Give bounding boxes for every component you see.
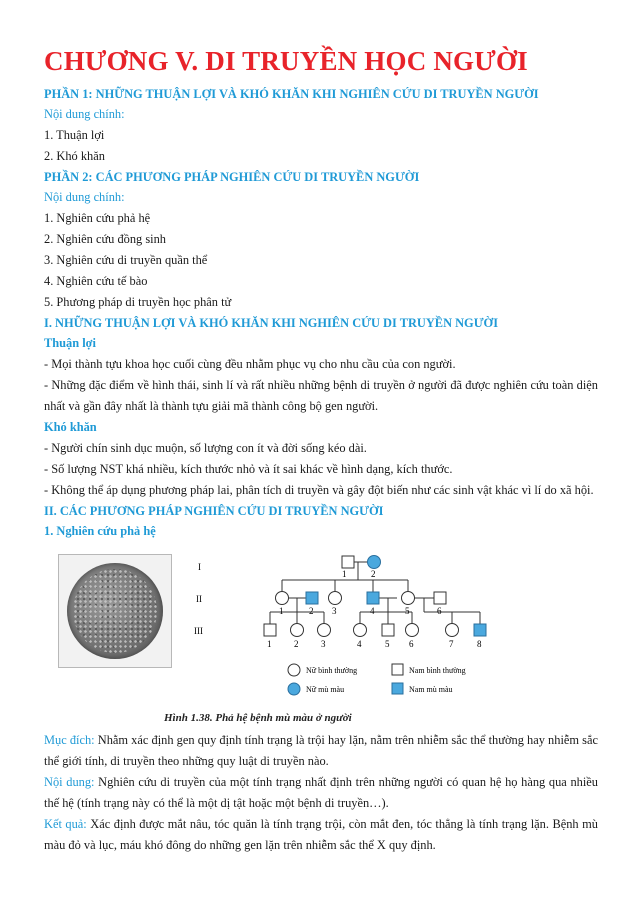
- document-page: [44, 44, 598, 856]
- female-normal-symbol: [276, 592, 289, 605]
- section1-heading: I. NHỮNG THUẬN LỢI VÀ KHÓ KHĂN KHI NGHIÊN CỨU DI TRUYỀN NGƯỜI: [44, 316, 499, 330]
- figure-caption: Hình 1.38. Phả hệ bệnh mù màu ở người: [164, 712, 352, 724]
- advantage-item: - Những đặc điểm về hình thái, sinh lí và rất nhiều những bệnh di truyền ở người đã được nghiên cứu toàn diện nhất và gần đây nhất là thành tựu giải mã thành công bộ gen người.: [44, 378, 598, 413]
- gen3-number: 5: [385, 639, 390, 649]
- legend-male-normal-icon: [392, 664, 403, 675]
- male-affected-symbol: [474, 624, 486, 636]
- gen2-number: 3: [332, 606, 337, 616]
- male-affected-symbol: [367, 592, 379, 604]
- gen2-number: 5: [405, 606, 410, 616]
- part2-item: 2. Nghiên cứu đồng sinh: [44, 232, 167, 246]
- difficulty-item: - Người chín sinh dục muộn, số lượng con ít và đời sống kéo dài.: [44, 441, 367, 455]
- part1-content-label: Nội dung chính:: [44, 107, 125, 121]
- male-normal-symbol: [342, 556, 354, 568]
- pedigree-chart: [184, 546, 504, 712]
- gen3-number: 6: [409, 639, 414, 649]
- female-normal-symbol: [402, 592, 415, 605]
- difficulties-label: Khó khăn: [44, 420, 97, 434]
- part2-item: 3. Nghiên cứu di truyền quần thể: [44, 253, 208, 267]
- female-affected-symbol: [368, 556, 381, 569]
- gen3-number: 4: [357, 639, 362, 649]
- result-paragraph: [44, 814, 598, 856]
- legend-male-affected-icon: [392, 683, 403, 694]
- part1-item: 1. Thuận lợi: [44, 128, 105, 142]
- male-affected-symbol: [306, 592, 318, 604]
- pedigree-subheading: 1. Nghiên cứu phả hệ: [44, 524, 156, 538]
- part2-item: 1. Nghiên cứu phả hệ: [44, 211, 151, 225]
- gen3-number: 3: [321, 639, 326, 649]
- female-normal-symbol: [354, 624, 367, 637]
- advantages-label: Thuận lợi: [44, 336, 96, 350]
- female-normal-symbol: [446, 624, 459, 637]
- gen-label: III: [194, 626, 203, 636]
- section2-heading: II. CÁC PHƯƠNG PHÁP NGHIÊN CỨU DI TRUYỀN NGƯỜI: [44, 504, 384, 518]
- gen3-number: 2: [294, 639, 299, 649]
- female-normal-symbol: [318, 624, 331, 637]
- purpose-label: Mục đích:: [44, 733, 95, 747]
- pedigree-figure: [44, 546, 598, 730]
- part2-heading: PHẦN 2: CÁC PHƯƠNG PHÁP NGHIÊN CỨU DI TRUYỀN NGƯỜI: [44, 170, 420, 184]
- legend-male-normal: Nam bình thường: [409, 666, 466, 675]
- part1-item: 2. Khó khăn: [44, 149, 105, 163]
- difficulty-item: - Không thể áp dụng phương pháp lai, phân tích di truyền và gây đột biến như các sinh vật khác vì lí do xã hội.: [44, 483, 594, 497]
- gen2-number: 2: [309, 606, 314, 616]
- content-text: Nghiên cứu di truyền của một tính trạng nhất định trên những người có quan hệ họ hàng qua nhiều thế hệ (tính trạng này có thể là một dị tật hoặc một bệnh di truyền…).: [44, 775, 598, 810]
- result-label: Kết quả:: [44, 817, 87, 831]
- gen2-number: 4: [370, 606, 375, 616]
- female-normal-symbol: [291, 624, 304, 637]
- advantage-item: - Mọi thành tựu khoa học cuối cùng đều nhằm phục vụ cho nhu cầu của con người.: [44, 357, 456, 371]
- gen-label: I: [198, 562, 201, 572]
- gen3-number: 7: [449, 639, 454, 649]
- gen2-number: 1: [279, 606, 284, 616]
- gen3-number: 1: [267, 639, 272, 649]
- purpose-text: Nhằm xác định gen quy định tính trạng là trội hay lặn, nằm trên nhiễm sắc thể thường hay nhiễm sắc thể giới tính, di truyền theo những quy luật di truyền nào.: [44, 733, 598, 768]
- part2-content-label: Nội dung chính:: [44, 190, 125, 204]
- ishihara-test-image: [58, 554, 172, 668]
- chapter-title: CHƯƠNG V. DI TRUYỀN HỌC NGƯỜI: [44, 46, 528, 76]
- male-normal-symbol: [434, 592, 446, 604]
- gen-label: II: [196, 594, 202, 604]
- difficulty-item: - Số lượng NST khá nhiều, kích thước nhỏ và ít sai khác về hình dạng, kích thước.: [44, 462, 453, 476]
- legend-female-affected-icon: [288, 683, 300, 695]
- female-normal-symbol: [329, 592, 342, 605]
- gen1-number: 2: [371, 569, 376, 579]
- gen3-number: 8: [477, 639, 482, 649]
- legend-female-normal: Nữ bình thường: [306, 666, 358, 675]
- part2-item: 5. Phương pháp di truyền học phân tử: [44, 295, 232, 309]
- gen1-number: 1: [342, 569, 347, 579]
- legend-female-affected: Nữ mù màu: [306, 685, 345, 694]
- purpose-paragraph: [44, 730, 598, 772]
- gen2-number: 6: [437, 606, 442, 616]
- result-text: Xác định được mắt nâu, tóc quăn là tính trạng trội, còn mắt đen, tóc thẳng là tính trạng lặn. Bệnh mù màu đỏ và lục, máu khó đông do những gen lặn trên nhiễm sắc thể X quy định.: [44, 817, 598, 852]
- content-label: Nội dung:: [44, 775, 95, 789]
- content-paragraph: [44, 772, 598, 814]
- female-normal-symbol: [406, 624, 419, 637]
- part1-heading: PHẦN 1: NHỮNG THUẬN LỢI VÀ KHÓ KHĂN KHI NGHIÊN CỨU DI TRUYỀN NGƯỜI: [44, 87, 539, 101]
- legend-male-affected: Nam mù màu: [409, 685, 453, 694]
- part2-item: 4. Nghiên cứu tế bào: [44, 274, 148, 288]
- male-normal-symbol: [382, 624, 394, 636]
- male-normal-symbol: [264, 624, 276, 636]
- legend-female-normal-icon: [288, 664, 300, 676]
